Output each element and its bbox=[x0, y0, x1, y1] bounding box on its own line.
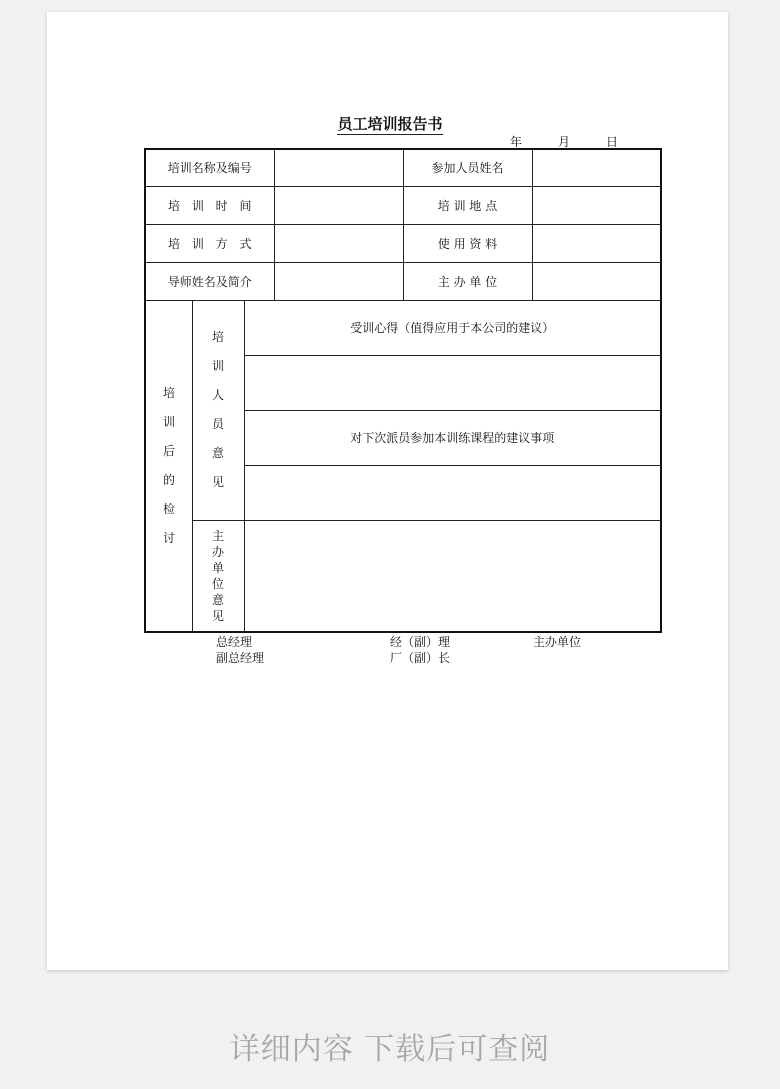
table-row bbox=[145, 262, 661, 300]
trainee-opinion-label: 培训人员意见 bbox=[192, 300, 244, 520]
download-prompt: 详细内容 下载后可查阅 bbox=[229, 1032, 551, 1067]
organizer-opinion-field[interactable] bbox=[244, 520, 661, 632]
organizer-field[interactable] bbox=[532, 262, 661, 300]
organizer-signature-label: 主办单位 bbox=[533, 635, 582, 649]
next-course-suggestions-heading: 对下次派员参加本训练课程的建议事项 bbox=[244, 410, 661, 465]
table-row bbox=[145, 520, 661, 632]
instructor-label: 导师姓名及简介 bbox=[145, 262, 274, 300]
participants-field[interactable] bbox=[532, 149, 661, 186]
table-row bbox=[145, 149, 661, 186]
training-location-field[interactable] bbox=[532, 186, 661, 224]
organizer-label: 主 办 单 位 bbox=[403, 262, 532, 300]
training-name-field[interactable] bbox=[274, 149, 403, 186]
materials-field[interactable] bbox=[532, 224, 661, 262]
factory-director-signature-label: 厂（副）长 bbox=[390, 651, 451, 665]
training-report-table bbox=[144, 148, 662, 633]
document-title-text: 员工培训报告书 bbox=[337, 115, 443, 133]
post-training-review-label: 培训后的检讨 bbox=[145, 300, 192, 632]
deputy-general-manager-signature-label: 副总经理 bbox=[216, 651, 265, 665]
next-course-suggestions-field[interactable] bbox=[244, 465, 661, 520]
manager-signature-label: 经（副）理 bbox=[390, 635, 451, 649]
table-row bbox=[145, 224, 661, 262]
training-name-label: 培训名称及编号 bbox=[145, 149, 274, 186]
general-manager-signature-label: 总经理 bbox=[216, 635, 253, 649]
date-month-label: 月 bbox=[558, 135, 571, 149]
table-row bbox=[145, 186, 661, 224]
table-row bbox=[145, 300, 661, 355]
document-title bbox=[0, 113, 780, 134]
organizer-opinion-label: 主办单位意见 bbox=[192, 520, 244, 632]
materials-label: 使 用 资 料 bbox=[403, 224, 532, 262]
training-location-label: 培 训 地 点 bbox=[403, 186, 532, 224]
date-day-label: 日 bbox=[606, 135, 619, 149]
training-method-label: 培 训 方 式 bbox=[145, 224, 274, 262]
date-year-label: 年 bbox=[510, 135, 523, 149]
training-insights-heading: 受训心得（值得应用于本公司的建议） bbox=[244, 300, 661, 355]
participants-label: 参加人员姓名 bbox=[403, 149, 532, 186]
training-time-field[interactable] bbox=[274, 186, 403, 224]
training-time-label: 培 训 时 间 bbox=[145, 186, 274, 224]
training-method-field[interactable] bbox=[274, 224, 403, 262]
instructor-field[interactable] bbox=[274, 262, 403, 300]
training-insights-field[interactable] bbox=[244, 355, 661, 410]
